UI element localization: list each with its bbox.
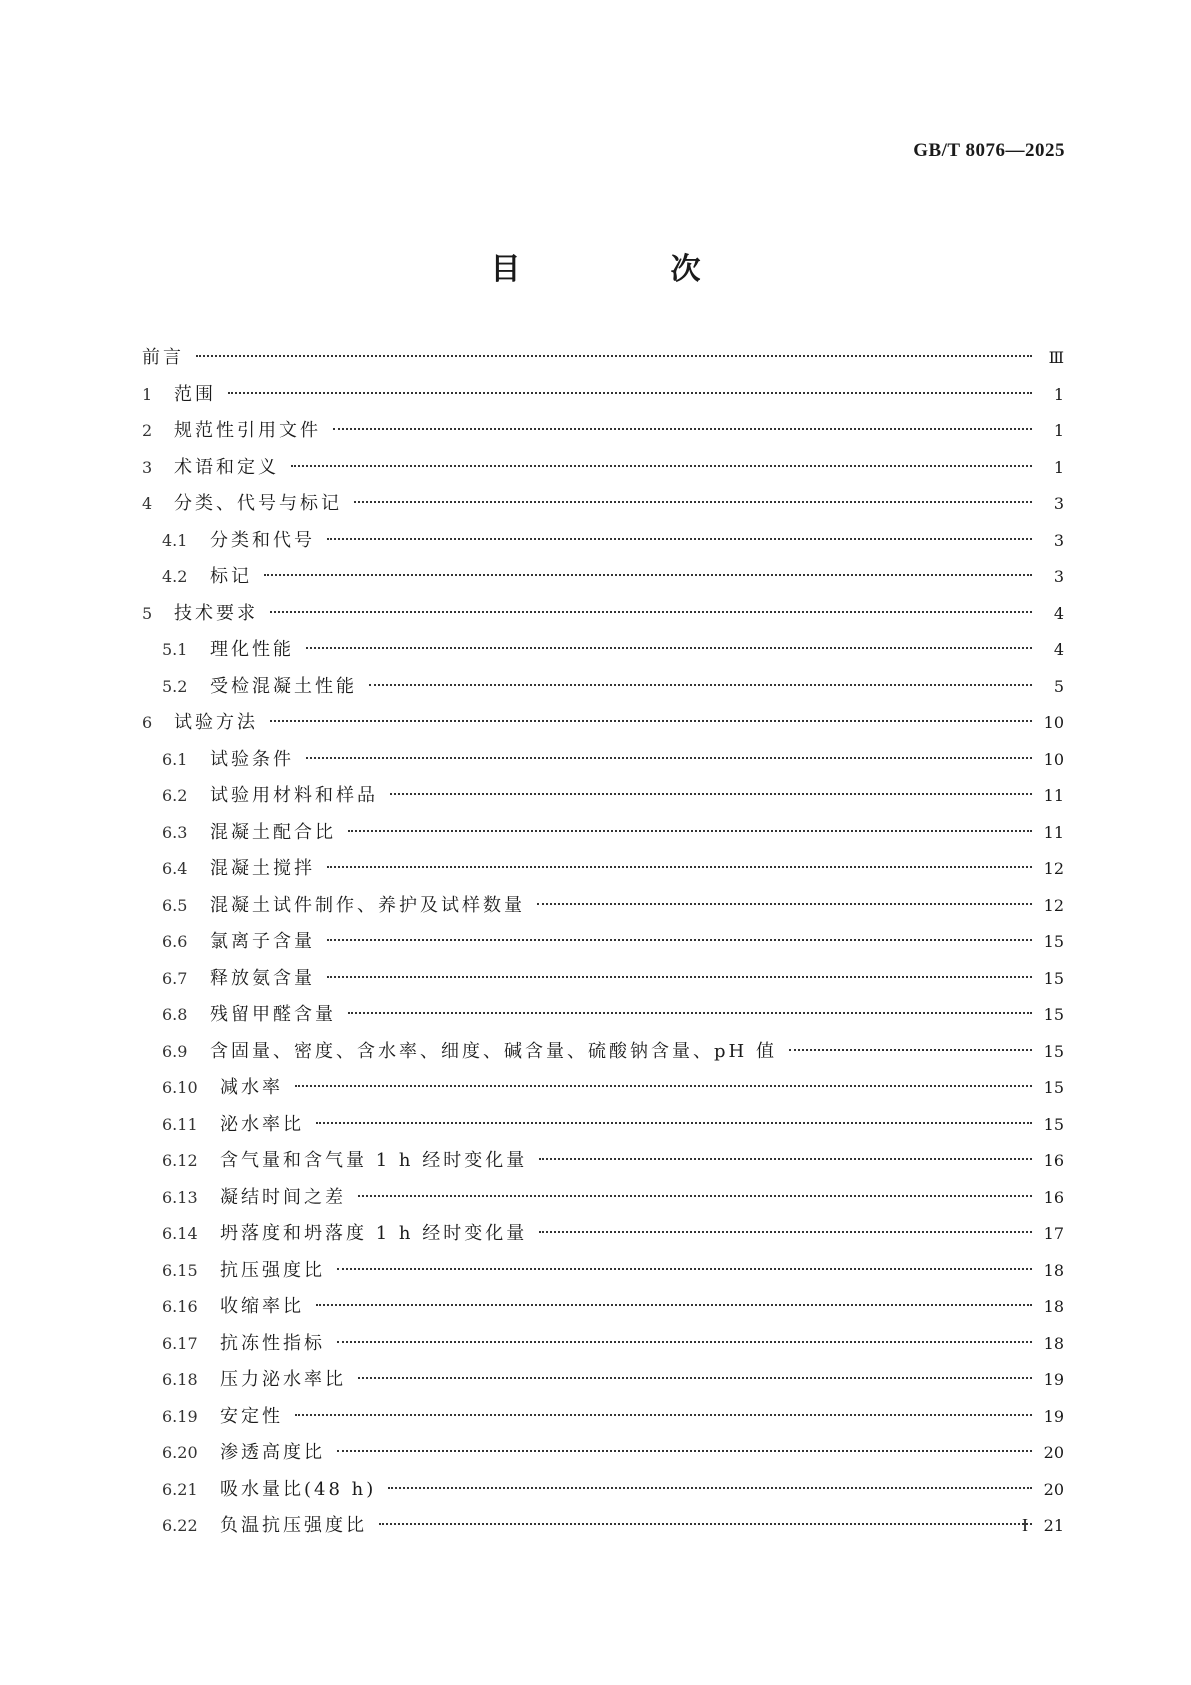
toc-entry-label: 释放氨含量 <box>210 967 315 989</box>
toc-entry-page: 10 <box>1043 713 1064 732</box>
toc-entry-label: 压力泌水率比 <box>220 1369 346 1390</box>
toc-entry-label: 理化性能 <box>210 639 294 660</box>
toc-entry-number: 5 <box>142 603 153 623</box>
dot-leader <box>295 1085 1032 1087</box>
dot-leader <box>333 428 1032 430</box>
toc-entry-label: 凝结时间之差 <box>220 1186 346 1208</box>
toc-entry-page: 18 <box>1043 1333 1064 1353</box>
toc-entry[interactable] <box>142 1399 1064 1436</box>
toc-entry-number: 6.10 <box>162 1078 198 1097</box>
toc-entry-page: 11 <box>1043 822 1064 842</box>
toc-entry-page: 10 <box>1043 749 1064 769</box>
toc-entry[interactable] <box>142 1180 1064 1217</box>
toc-entry-page: 1 <box>1053 457 1064 477</box>
toc-entry[interactable] <box>142 1216 1064 1253</box>
toc-entry[interactable] <box>142 1143 1064 1180</box>
toc-entry-label: 混凝土试件制作、养护及试样数量 <box>210 894 525 916</box>
toc-entry-label: 减水率 <box>220 1077 283 1098</box>
toc-entry-page: 20 <box>1043 1479 1064 1499</box>
dot-leader <box>306 757 1032 759</box>
toc-entry-page: Ⅲ <box>1048 348 1064 367</box>
toc-entry-number: 6 <box>142 713 153 732</box>
dot-leader <box>306 647 1032 649</box>
toc-entry-number: 6.7 <box>162 968 188 988</box>
toc-entry-number: 6.18 <box>162 1370 198 1389</box>
dot-leader <box>539 1231 1032 1233</box>
toc-entry[interactable] <box>142 523 1064 560</box>
toc-entry[interactable] <box>142 486 1064 523</box>
toc-entry[interactable] <box>142 669 1064 706</box>
toc-entry-label: 残留甲醛含量 <box>210 1004 336 1025</box>
toc-entry-label: 受检混凝土性能 <box>210 675 357 697</box>
toc-entry-label: 混凝土配合比 <box>210 821 336 843</box>
toc-entry-page: 17 <box>1043 1224 1064 1243</box>
toc-entry-label: 混凝土搅拌 <box>210 858 315 879</box>
toc-entry-number: 6.15 <box>162 1260 198 1280</box>
toc-entry[interactable] <box>142 888 1064 925</box>
toc-entry-page: 21 <box>1043 1516 1064 1535</box>
toc-entry-page: 4 <box>1053 603 1064 623</box>
toc-entry-number: 1 <box>142 384 153 404</box>
toc-entry-label: 泌水率比 <box>220 1113 304 1135</box>
toc-entry-label: 试验方法 <box>174 712 258 733</box>
toc-entry-page: 5 <box>1053 676 1064 696</box>
dot-leader <box>379 1523 1032 1525</box>
toc-entry-page: 16 <box>1043 1187 1064 1207</box>
toc-entry[interactable] <box>142 632 1064 669</box>
dot-leader <box>354 501 1032 503</box>
toc-entry-page: 15 <box>1043 932 1064 951</box>
toc-entry-number: 5.2 <box>162 676 188 696</box>
toc-entry-label: 标记 <box>210 566 252 587</box>
toc-entry[interactable] <box>142 413 1064 450</box>
toc-entry-number: 6.2 <box>162 786 188 805</box>
toc-entry-number: 6.3 <box>162 822 188 842</box>
toc-entry-page: 1 <box>1053 421 1064 440</box>
toc-entry-page: 1 <box>1053 384 1064 404</box>
toc-entry-label: 负温抗压强度比 <box>220 1515 367 1536</box>
dot-leader <box>270 720 1032 722</box>
dot-leader <box>316 1122 1032 1124</box>
toc-entry[interactable] <box>142 1362 1064 1399</box>
table-of-contents <box>142 340 1064 1545</box>
toc-entry-number: 4.1 <box>162 530 188 550</box>
toc-entry-number: 6.14 <box>162 1224 198 1243</box>
toc-entry-label: 坍落度和坍落度 1 h 经时变化量 <box>220 1223 528 1244</box>
toc-entry[interactable] <box>142 1107 1064 1144</box>
dot-leader <box>270 611 1032 613</box>
standard-code: GB/T 8076—2025 <box>913 140 1065 161</box>
dot-leader <box>348 830 1032 832</box>
toc-entry-number: 6.11 <box>162 1114 198 1134</box>
toc-entry-number: 4 <box>142 494 153 513</box>
toc-entry-number: 6.8 <box>162 1005 188 1024</box>
toc-entry-number: 6.16 <box>162 1297 198 1316</box>
dot-leader <box>539 1158 1032 1160</box>
toc-entry[interactable] <box>142 340 1064 377</box>
dot-leader <box>337 1341 1032 1343</box>
toc-entry-label: 分类和代号 <box>210 529 315 551</box>
dot-leader <box>327 538 1032 540</box>
toc-entry[interactable] <box>142 559 1064 596</box>
dot-leader <box>358 1377 1032 1379</box>
toc-entry[interactable] <box>142 851 1064 888</box>
dot-leader <box>316 1304 1032 1306</box>
dot-leader <box>337 1268 1032 1270</box>
toc-entry[interactable] <box>142 377 1064 414</box>
toc-entry-page: 15 <box>1043 1078 1064 1097</box>
toc-entry-number: 6.12 <box>162 1151 198 1170</box>
dot-leader <box>388 1487 1032 1489</box>
toc-entry-page: 18 <box>1043 1260 1064 1280</box>
dot-leader <box>196 355 1032 357</box>
toc-entry-label: 技术要求 <box>174 602 258 624</box>
toc-entry-page: 3 <box>1053 567 1064 586</box>
toc-entry[interactable] <box>142 596 1064 633</box>
toc-entry[interactable] <box>142 1289 1064 1326</box>
toc-entry[interactable] <box>142 961 1064 998</box>
toc-entry-page: 19 <box>1043 1370 1064 1389</box>
dot-leader <box>295 1414 1032 1416</box>
toc-entry[interactable] <box>142 1034 1064 1071</box>
toc-entry-number: 6.9 <box>162 1041 188 1061</box>
toc-entry-page: 12 <box>1043 859 1064 878</box>
toc-entry-page: 15 <box>1043 1114 1064 1134</box>
toc-entry-number: 6.22 <box>162 1516 198 1535</box>
dot-leader <box>537 903 1032 905</box>
toc-entry-page: 20 <box>1043 1443 1064 1462</box>
toc-entry-number: 6.13 <box>162 1187 198 1207</box>
toc-entry-number: 6.19 <box>162 1406 198 1426</box>
dot-leader <box>348 1012 1032 1014</box>
toc-entry-page: 15 <box>1043 1005 1064 1024</box>
toc-entry-number: 6.6 <box>162 932 188 951</box>
toc-entry[interactable] <box>142 997 1064 1034</box>
toc-entry-page: 15 <box>1043 968 1064 988</box>
toc-entry-number: 2 <box>142 421 153 440</box>
toc-entry-label: 抗冻性指标 <box>220 1332 325 1354</box>
toc-entry-page: 16 <box>1043 1151 1064 1170</box>
toc-entry-page: 4 <box>1053 640 1064 659</box>
toc-entry[interactable] <box>142 1508 1064 1545</box>
toc-entry-label: 前言 <box>142 347 184 368</box>
toc-entry-label: 试验条件 <box>210 748 294 770</box>
dot-leader <box>264 574 1032 576</box>
dot-leader <box>291 465 1032 467</box>
toc-entry-page: 3 <box>1053 530 1064 550</box>
toc-entry-label: 氯离子含量 <box>210 931 315 952</box>
toc-entry-label: 安定性 <box>220 1405 283 1427</box>
toc-entry-label: 吸水量比(48 h) <box>220 1478 377 1500</box>
toc-entry-label: 收缩率比 <box>220 1296 304 1317</box>
dot-leader <box>358 1195 1032 1197</box>
dot-leader <box>789 1049 1032 1051</box>
dot-leader <box>390 793 1032 795</box>
toc-entry-page: 11 <box>1043 786 1064 805</box>
toc-entry[interactable] <box>142 924 1064 961</box>
toc-entry[interactable] <box>142 815 1064 852</box>
toc-entry-number: 6.4 <box>162 859 188 878</box>
toc-entry-number: 3 <box>142 457 153 477</box>
toc-entry-label: 试验用材料和样品 <box>210 785 378 806</box>
toc-entry[interactable] <box>142 1472 1064 1509</box>
toc-entry-number: 4.2 <box>162 567 188 586</box>
toc-entry-label: 规范性引用文件 <box>174 420 321 441</box>
toc-entry-page: 3 <box>1053 494 1064 513</box>
toc-entry-number: 6.20 <box>162 1443 198 1462</box>
page-title: 目 次 <box>490 252 761 287</box>
toc-entry-label: 渗透高度比 <box>220 1442 325 1463</box>
toc-entry-label: 范围 <box>174 383 216 405</box>
toc-entry[interactable] <box>142 450 1064 487</box>
toc-entry[interactable] <box>142 1435 1064 1472</box>
dot-leader <box>369 684 1032 686</box>
toc-entry[interactable] <box>142 742 1064 779</box>
toc-entry[interactable] <box>142 705 1064 742</box>
toc-entry-number: 6.21 <box>162 1479 198 1499</box>
toc-entry[interactable] <box>142 1326 1064 1363</box>
toc-entry-label: 含固量、密度、含水率、细度、碱含量、硫酸钠含量、pH 值 <box>210 1040 777 1062</box>
toc-entry-number: 6.17 <box>162 1333 198 1353</box>
toc-entry-label: 术语和定义 <box>174 456 279 478</box>
toc-entry-label: 抗压强度比 <box>220 1259 325 1281</box>
toc-entry-number: 6.5 <box>162 895 188 915</box>
toc-entry-number: 6.1 <box>162 749 188 769</box>
toc-entry-page: 15 <box>1043 1041 1064 1061</box>
toc-entry-page: 19 <box>1043 1406 1064 1426</box>
dot-leader <box>327 866 1032 868</box>
dot-leader <box>337 1450 1032 1452</box>
toc-entry-page: 12 <box>1043 895 1064 915</box>
dot-leader <box>327 939 1032 941</box>
toc-entry[interactable] <box>142 778 1064 815</box>
dot-leader <box>228 392 1032 394</box>
toc-entry-label: 分类、代号与标记 <box>174 493 342 514</box>
toc-entry-page: 18 <box>1043 1297 1064 1316</box>
toc-entry-number: 5.1 <box>162 640 188 659</box>
toc-entry[interactable] <box>142 1070 1064 1107</box>
toc-entry-label: 含气量和含气量 1 h 经时变化量 <box>220 1150 528 1171</box>
dot-leader <box>327 976 1032 978</box>
toc-entry[interactable] <box>142 1253 1064 1290</box>
page-number: I <box>1022 1515 1028 1535</box>
